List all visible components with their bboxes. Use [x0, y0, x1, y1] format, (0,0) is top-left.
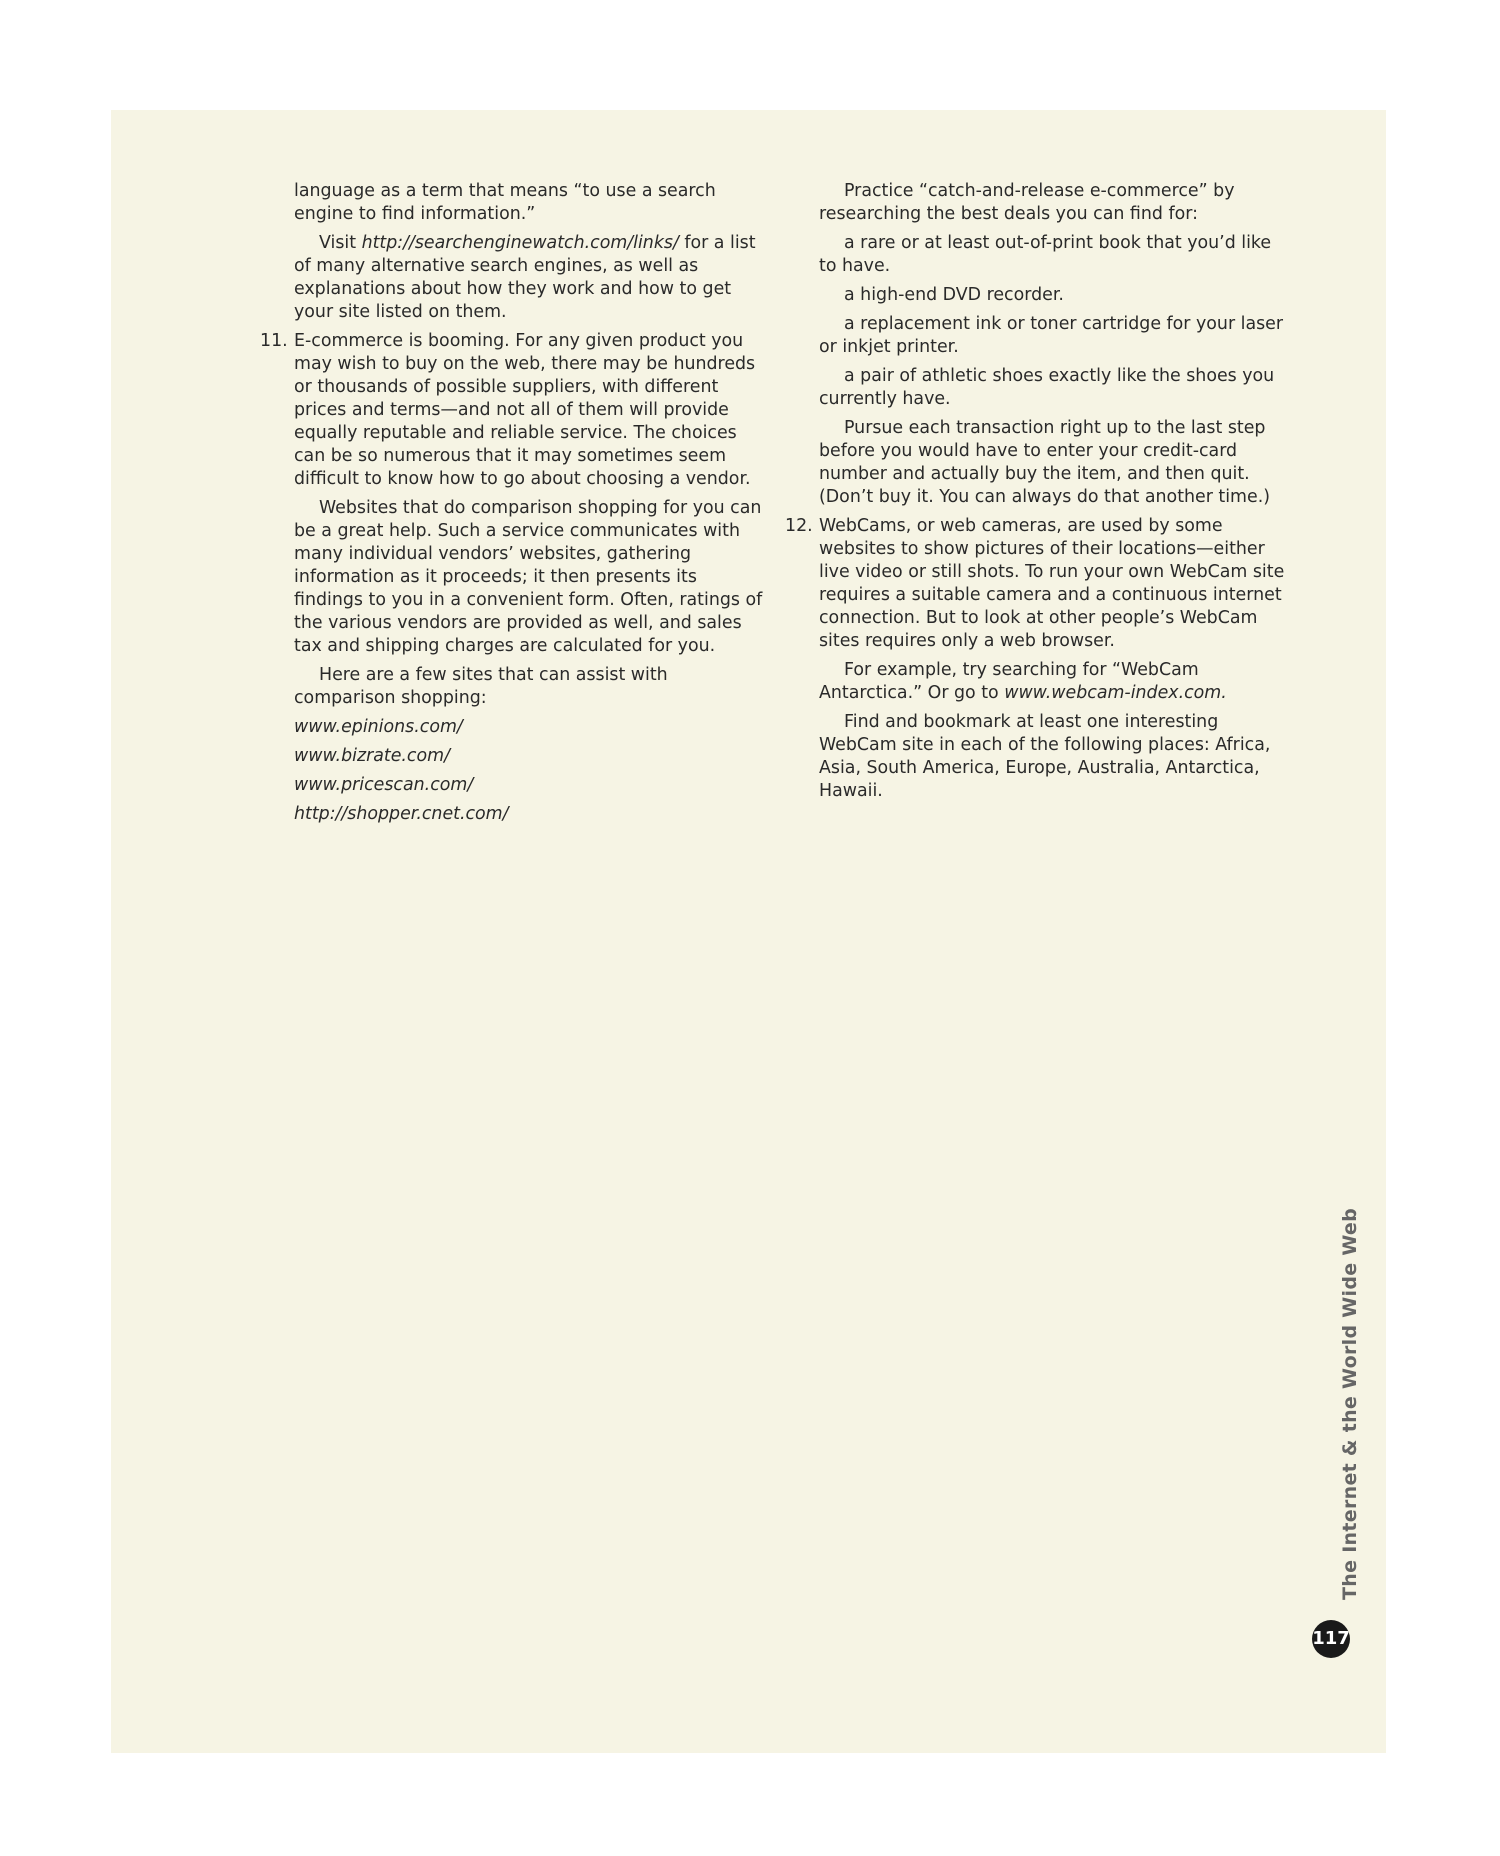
url-link: www.pricescan.com/ [294, 775, 474, 795]
item-number: 12. [785, 516, 813, 536]
url-link: www.webcam-index.com. [1004, 683, 1227, 703]
paragraph: E-commerce is booming. For any given product you may wish to buy on the web, there may be hundreds or thousands of possible suppliers, with different prices and terms—and not all of them will provide equally reputable and reliable service. The choices can be so numerous that it may sometimes seem difficult to know how to go about choosing a vendor. [294, 331, 756, 489]
text: For example, try searching for “WebCam Antarctica.” Or go to [819, 660, 1199, 703]
url-link: www.epinions.com/ [294, 717, 463, 737]
paragraph [294, 232, 769, 324]
list-entry: a high-end DVD recorder. [844, 285, 1064, 305]
url-link: www.bizrate.com/ [294, 746, 450, 766]
text: Visit [319, 233, 362, 253]
list-item-11 [260, 330, 769, 491]
text: for a list of many alternative search engines, as well as explanations about how they work and how to get your site listed on them. [294, 233, 756, 322]
list-entry: a pair of athletic shoes exactly like the shoes you currently have. [819, 366, 1275, 409]
list-entry: a replacement ink or toner cartridge for your laser or inkjet printer. [819, 314, 1284, 357]
left-column [260, 180, 769, 832]
document-page [111, 110, 1386, 1753]
paragraph: Pursue each transaction right up to the last step before you would have to enter your credit-card number and actually buy the item, and then quit. (Don’t buy it. You can always do that another time.) [819, 418, 1271, 507]
item-number: 11. [260, 331, 288, 351]
paragraph: WebCams, or web cameras, are used by some websites to show pictures of their locations—either live video or still shots. To run your own WebCam site requires a suitable camera and a continuous internet connection. But to look at other people’s WebCam sites requires only a web browser. [819, 516, 1285, 651]
right-column [785, 180, 1294, 809]
paragraph: Practice “catch-and-release e-commerce” by researching the best deals you can find for: [819, 181, 1235, 224]
url-link: http://searchenginewatch.com/links/ [361, 233, 679, 253]
paragraph: Websites that do comparison shopping for you can be a great help. Such a service communicates with many individual vendors’ websites, gathering information as it proceeds; it then presents its findings to you in a convenient form. Often, ratings of the various vendors are provided as well, and sales tax and shipping charges are calculated for you. [294, 498, 763, 656]
url-link: http://shopper.cnet.com/ [294, 804, 509, 824]
page-number-badge: 117 [1312, 1620, 1350, 1658]
paragraph [819, 659, 1294, 705]
paragraph: language as a term that means “to use a search engine to find information.” [294, 181, 716, 224]
list-item-12 [785, 515, 1294, 653]
section-title: The Internet & the World Wide Web [1339, 1208, 1361, 1600]
paragraph: Here are a few sites that can assist with comparison shopping: [294, 665, 668, 708]
list-entry: a rare or at least out-of-print book that you’d like to have. [819, 233, 1272, 276]
paragraph: Find and bookmark at least one interesting WebCam site in each of the following places: Africa, Asia, South America, Europe, Australia, Antarctica, Hawaii. [819, 712, 1271, 801]
